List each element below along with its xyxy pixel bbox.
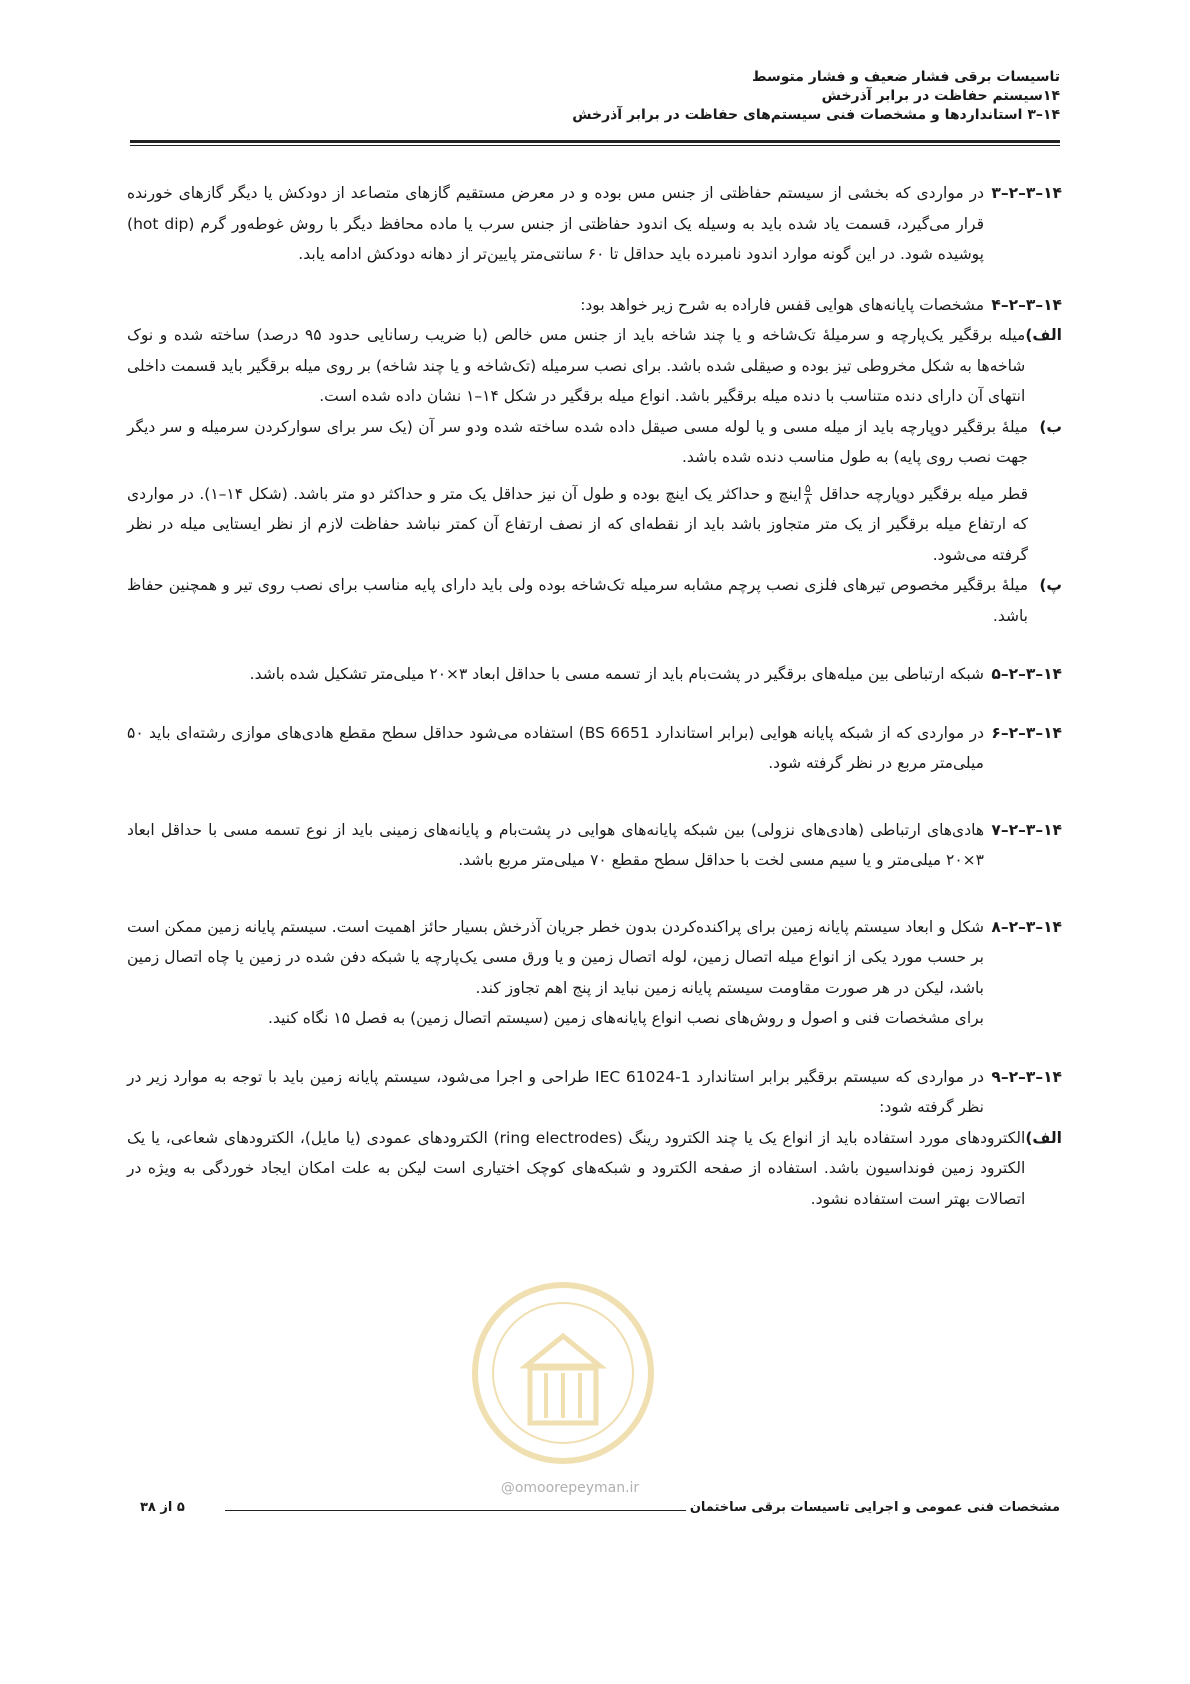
- page-footer: [140, 1500, 1060, 1515]
- section-number: ۱۴–۳–۲–۵: [991, 665, 1062, 683]
- section-14-3-2-8: [127, 912, 1062, 1034]
- section-number: ۱۴–۳–۲–۴: [991, 295, 1062, 314]
- page-header: [130, 68, 1060, 125]
- header-chapter-title: ۱۴سیستم حفاظت در برابر آذرخش: [821, 88, 1060, 104]
- section-14-3-2-7: [127, 815, 1062, 876]
- section-14-3-2-9: [127, 1062, 1062, 1123]
- list-item-alef: [127, 320, 1062, 412]
- section-14-3-2-4-items: [127, 320, 1062, 631]
- list-item-text: میلهٔ برقگیر مخصوص تیرهای فلزی نصب پرچم مشابه سرمیله تک‌شاخه بوده ولی باید دارای پایه مناسب برای نصب روی تیر و همچنین حفاظ باشد.: [127, 576, 1028, 625]
- watermark-logo: [468, 1278, 658, 1468]
- section-text: در مواردی که سیستم برقگیر برابر استاندارد IEC 61024-1 طراحی و اجرا می‌شود، سیستم پایانه زمین باید با توجه به موارد زیر در نظر گرفته شود:: [127, 1067, 984, 1116]
- section-text: شبکه ارتباطی بین میله‌های برقگیر در پشت‌بام باید از تسمه مسی با حداقل ابعاد ۳×۲۰ میلی‌متر تشکیل شده باشد.: [249, 665, 984, 683]
- header-book-title: تاسیسات برقی فشار ضعیف و فشار متوسط: [751, 69, 1060, 85]
- note-text-start: قطر میله برقگیر دوپارچه حداقل: [819, 484, 1028, 503]
- section-number: ۱۴–۳–۲–۳: [991, 184, 1062, 202]
- section-extra-text: برای مشخصات فنی و اصول و روش‌های نصب انواع پایانه‌های زمین (سیستم اتصال زمین) به فصل ۱۵ نگاه کنید.: [268, 1009, 984, 1027]
- fraction-denominator: ۸: [804, 493, 811, 507]
- list-item-text: میلهٔ برقگیر دوپارچه باید از میله مسی و یا لوله مسی صیقل داده شده ساخته شده ودو سر آن (یک سر برای سوارکردن سرمیله و سر دیگر جهت نصب روی پایه) به طول مناسب دنده شده باشد.: [127, 417, 1028, 466]
- section-text: در مواردی که بخشی از سیستم حفاظتی از جنس مس بوده و در معرض مستقیم گازهای متصاعد از دودکش یا دیگر گازهای خورنده قرار می‌گیرد، قسمت یاد شده باید به وسیله یک اندود حفاظتی از جنس سرب یا ماده محافظ دیگر با روش غوطه‌ور گرم (hot dip) پوشیده شود. در این گونه موارد اندود نامبرده باید حداقل تا ۶۰ سانتی‌متر پایین‌تر از دهانه دودکش ادامه یابد.: [127, 184, 984, 263]
- list-item-label: الف): [1025, 1128, 1062, 1147]
- section-number: ۱۴–۳–۲–۶: [991, 723, 1062, 742]
- list-item-text: میله برقگیر یک‌پارچه و سرمیلهٔ تک‌شاخه و یا چند شاخه باید از جنس مس خالص (با ضریب رسانایی حدود ۹۵ درصد) ساخته شده و نوک شاخه‌ها به شکل مخروطی تیز بوده و صیقلی شده باشد. برای نصب سرمیله (تک‌شاخه و یا چند شاخه) بر روی میله برقگیر باید قسمت داخلی انتهای آن دارای دنده متناسب با دنده میله برقگیر باشد. انواع میله برقگیر در شکل ۱۴–۱ نشان داده شده است.: [127, 326, 1026, 405]
- header-section-title: ۱۴–۳ استانداردها و مشخصات فنی سیستم‌های حفاظت در برابر آذرخش: [572, 107, 1060, 123]
- section-14-3-2-5: [127, 659, 1062, 690]
- section-14-3-2-3: [127, 178, 1062, 270]
- list-item-be: [127, 412, 1062, 473]
- section-number: ۱۴–۳–۲–۸: [991, 917, 1062, 936]
- list-item-alef-2: [127, 1123, 1062, 1215]
- section-14-3-2-6: [127, 718, 1062, 779]
- section-intro: مشخصات پایانه‌های هوایی قفس فاراده به شرح زیر خواهد بود:: [580, 295, 984, 314]
- section-text: در مواردی که از شبکه پایانه هوایی (برابر استاندارد BS 6651) استفاده می‌شود حداقل سطح مقطع هادی‌های موازی رشته‌ای باید ۵۰ میلی‌متر مربع در نظر گرفته شود.: [127, 723, 984, 772]
- watermark-url: @omoorepeyman.ir: [500, 1480, 640, 1496]
- fraction: [804, 483, 812, 506]
- page-number: ۵ از ۳۸: [140, 1500, 185, 1515]
- section-text: هادی‌های ارتباطی (هادی‌های نزولی) بین شبکه پایانه‌های هوایی در پشت‌بام و پایانه‌های زمینی باید از نوع تسمه مسی با حداقل ابعاد ۳×۲۰ میلی‌متر و یا سیم مسی لخت با حداقل سطح مقطع ۷۰ میلی‌متر مربع باشد.: [127, 820, 984, 869]
- list-item-pe: [127, 570, 1062, 631]
- fraction-numerator: ۵: [804, 481, 811, 495]
- diameter-note: [127, 479, 1028, 571]
- header-rule-thick: [130, 140, 1060, 143]
- list-item-label: ب): [1039, 417, 1062, 436]
- footer-rule: [225, 1510, 686, 1511]
- note-text-end: اینچ و حداکثر یک اینچ بوده و طول آن نیز حداقل یک متر و حداکثر دو متر باشد. (شکل ۱۴–۱). در مواردی که ارتفاع میله برقگیر از یک متر متجاوز باشد باید از نقطه‌ای که از نصف ارتفاع آن کمتر نباشد حفاظت لازم از نظر ایستایی میله در نظر گرفته می‌شود.: [127, 484, 1028, 564]
- list-item-text: الکترودهای مورد استفاده باید از انواع یک یا چند الکترود رینگ (ring electrodes) الکترودهای عمودی (یا مایل)، الکترودهای شعاعی، یا یک الکترود زمین فونداسیون باشد. استفاده از صفحه الکترود و شبکه‌های کوچک اختیاری است لیکن به علت امکان ایجاد خوردگی به ویژه در اتصالات بهتر است استفاده نشود.: [127, 1128, 1026, 1208]
- section-number: ۱۴–۳–۲–۹: [991, 1067, 1062, 1086]
- footer-title: مشخصات فنی عمومی و اجرایی تاسیسات برقی ساختمان: [689, 1500, 1060, 1515]
- list-item-label: الف): [1025, 326, 1062, 344]
- document-body: [127, 178, 1062, 1214]
- section-14-3-2-4: [127, 290, 1062, 321]
- header-rule-thin: [130, 145, 1060, 146]
- list-item-label: پ): [1039, 576, 1062, 594]
- section-number: ۱۴–۳–۲–۷: [991, 820, 1062, 839]
- section-text: شکل و ابعاد سیستم پایانه زمین برای پراکنده‌کردن بدون خطر جریان آذرخش بسیار حائز اهمیت است. سیستم پایانه زمین ممکن است بر حسب مورد یکی از انواع میله اتصال زمین، لوله اتصال زمین و یا ورق مسی یک‌پارچه یا شبکه دفن شده در زمین یا چاه اتصال زمین باشد، لیکن در هر صورت مقاومت سیستم پایانه زمین نباید از پنج اهم تجاوز کند.: [127, 917, 984, 997]
